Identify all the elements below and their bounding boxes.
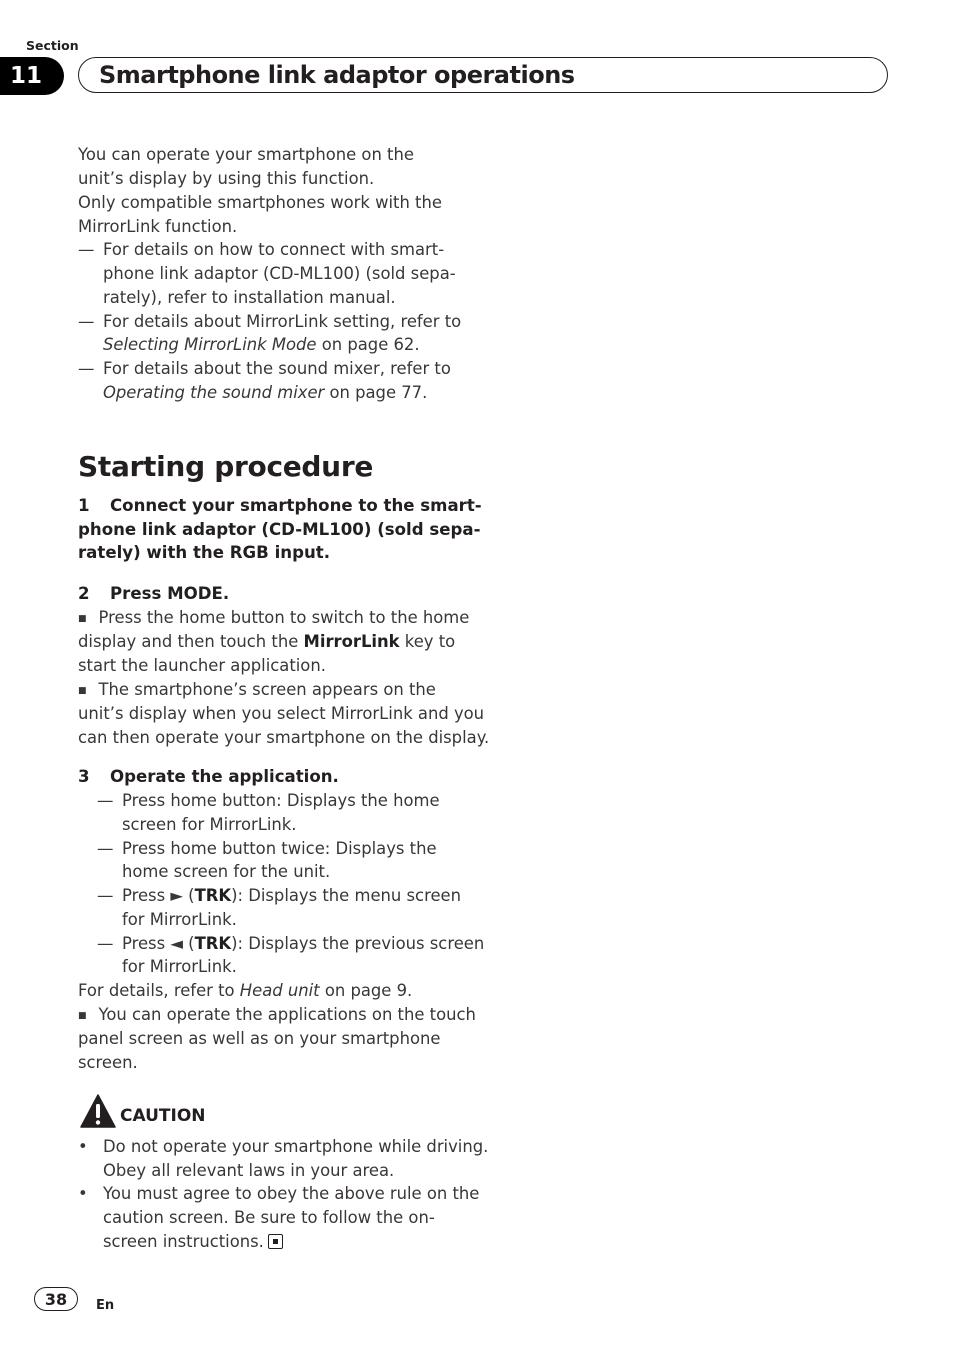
step-text: Operate the application.	[110, 767, 339, 786]
page-suffix: on page 77.	[324, 383, 428, 402]
step-1-line: phone link adaptor (CD-ML100) (sold sepa-	[78, 520, 481, 539]
page-reference: Head unit	[239, 981, 320, 1000]
page-reference: Selecting MirrorLink Mode	[103, 335, 317, 354]
intro-line: Only compatible smartphones work with the	[78, 193, 442, 212]
section-label: Section	[26, 38, 79, 53]
note-text: key to	[399, 632, 456, 651]
details-text: For details, refer to	[78, 981, 240, 1000]
page-reference: Operating the sound mixer	[103, 383, 325, 402]
note-line	[78, 630, 470, 654]
item-line: for MirrorLink.	[122, 910, 237, 929]
page-number: 38	[34, 1287, 78, 1311]
bullet-dot-icon: •	[78, 1137, 88, 1156]
caution-text: screen instructions.	[103, 1232, 264, 1251]
caution-line: Do not operate your smartphone while driving.	[103, 1137, 489, 1156]
square-bullet-icon: ■	[78, 1011, 87, 1021]
item-line	[122, 932, 484, 956]
item-line: home screen for the unit.	[122, 862, 331, 881]
note-line: can then operate your smartphone on the display.	[78, 728, 490, 747]
step-2-title	[78, 582, 229, 606]
note-text: You can operate the applications on the touch	[98, 1005, 476, 1024]
note-text: display and then touch the	[78, 632, 304, 651]
item-text: ): Displays the menu screen	[231, 886, 462, 905]
section-number-badge: 11	[0, 57, 64, 95]
note-line: For details about MirrorLink setting, refer to	[103, 312, 462, 331]
trk-key-label: TRK	[194, 886, 232, 905]
item-text: Press ◄ (	[122, 934, 195, 953]
intro-line: unit’s display by using this function.	[78, 169, 375, 188]
dash-mark: —	[97, 791, 114, 810]
item-line: screen for MirrorLink.	[122, 815, 297, 834]
step-number: 3	[78, 767, 90, 786]
intro-line: You can operate your smartphone on the	[78, 145, 414, 164]
step-number: 2	[78, 584, 90, 603]
note-line: start the launcher application.	[78, 656, 326, 675]
item-line: Press home button: Displays the home	[122, 791, 440, 810]
square-bullet-icon: ■	[78, 614, 87, 624]
caution-line: You must agree to obey the above rule on the	[103, 1184, 480, 1203]
details-text: on page 9.	[319, 981, 413, 1000]
note-line	[103, 333, 420, 357]
step-text: Press MODE.	[110, 584, 230, 603]
note-line: For details on how to connect with smart-	[103, 240, 445, 259]
note-line	[103, 381, 427, 405]
dash-mark: —	[78, 312, 95, 331]
trk-key-label: TRK	[194, 934, 232, 953]
step-text: Connect your smartphone to the smart-	[110, 496, 482, 515]
item-line: Press home button twice: Displays the	[122, 839, 437, 858]
note-line: unit’s display when you select MirrorLink and you	[78, 704, 485, 723]
item-text: ): Displays the previous screen	[231, 934, 485, 953]
warning-triangle-icon	[80, 1094, 116, 1128]
details-line	[78, 979, 470, 1003]
heading-starting-procedure: Starting procedure	[78, 450, 374, 483]
dash-mark: —	[97, 839, 114, 858]
note-text: The smartphone’s screen appears on the	[98, 680, 436, 699]
note-text: Press the home button to switch to the home	[98, 608, 470, 627]
note-line: screen.	[78, 1053, 138, 1072]
item-line: for MirrorLink.	[122, 957, 237, 976]
language-label: En	[96, 1298, 115, 1313]
caution-line: Obey all relevant laws in your area.	[103, 1161, 395, 1180]
caution-title: CAUTION	[120, 1106, 206, 1126]
mirrorlink-key-label: MirrorLink	[303, 632, 400, 651]
step-1-line	[78, 494, 482, 518]
dash-mark: —	[97, 934, 114, 953]
square-bullet-icon: ■	[78, 686, 87, 696]
note-line: rately), refer to installation manual.	[103, 288, 396, 307]
bullet-dot-icon: •	[78, 1184, 88, 1203]
note-line: panel screen as well as on your smartphone	[78, 1029, 441, 1048]
dash-mark: —	[78, 359, 95, 378]
item-text: Press ► (	[122, 886, 195, 905]
caution-line: caution screen. Be sure to follow the on-	[103, 1208, 435, 1227]
section-title	[78, 57, 888, 93]
note-line: phone link adaptor (CD-ML100) (sold sepa-	[103, 264, 456, 283]
dash-mark: —	[78, 240, 95, 259]
intro-line: MirrorLink function.	[78, 217, 238, 236]
step-number: 1	[78, 496, 90, 515]
section-title-text: Smartphone link adaptor operations	[99, 61, 575, 89]
step-3-title	[78, 765, 339, 789]
note-line: For details about the sound mixer, refer to	[103, 359, 451, 378]
step-1-line: rately) with the RGB input.	[78, 543, 331, 562]
caution-line	[103, 1230, 283, 1254]
item-line	[122, 884, 461, 908]
page-suffix: on page 62.	[316, 335, 420, 354]
dash-mark: —	[97, 886, 114, 905]
end-of-section-icon	[268, 1234, 283, 1249]
